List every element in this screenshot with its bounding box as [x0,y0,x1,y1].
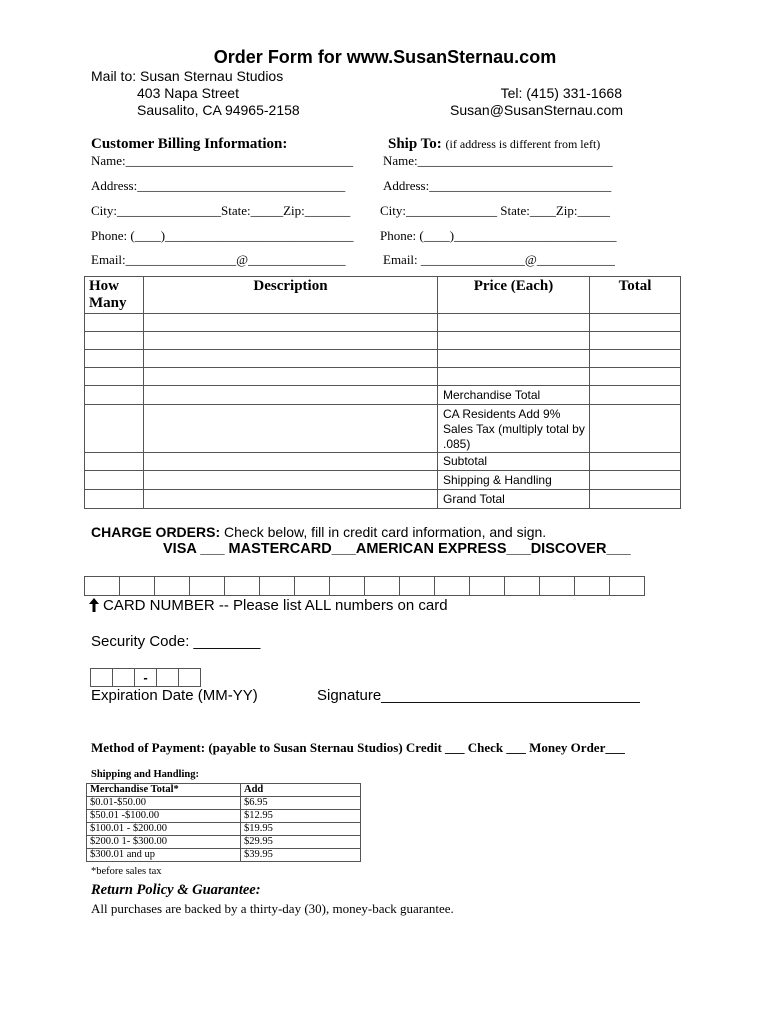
shipto-note: (if address is different from left) [445,137,601,151]
shipto-name-field[interactable]: Name:______________________________ [383,153,613,168]
card-digit-box[interactable] [85,577,120,596]
card-number-grid [84,576,645,596]
merchandise-total-label: Merchandise Total [438,386,590,405]
signature-field[interactable]: Signature_______________________________ [317,687,640,704]
table-row [85,350,681,368]
card-digit-box[interactable] [470,577,505,596]
table-row: $200.0 1- $300.00 $29.95 [87,836,361,849]
shipto-city-field[interactable]: City:______________ State:____Zip:_____ [380,203,611,218]
exp-separator: - [135,669,157,687]
subtotal-label: Subtotal [438,453,590,471]
mail-tel: Tel: (415) 331-1668 [500,85,622,101]
shipping-footnote: *before sales tax [91,866,162,877]
mail-to-label: Mail to: Susan Sternau Studios [91,68,284,84]
charge-orders-label: CHARGE ORDERS: [91,524,221,540]
security-code-field[interactable]: Security Code: ________ [91,633,261,650]
payment-method-line[interactable]: Method of Payment: (payable to Susan Sternau Studios) Credit ___ Check ___ Money Order___ [91,740,625,755]
card-digit-box[interactable] [155,577,190,596]
shipto-email-field[interactable]: Email: ________________@____________ [383,252,615,267]
shipto-phone-field[interactable]: Phone: (____)_________________________ [380,228,617,243]
summary-row [85,490,681,509]
card-digit-box[interactable] [400,577,435,596]
order-table [84,276,681,509]
summary-row [85,471,681,490]
return-policy-text: All purchases are backed by a thirty-day (30), money-back guarantee. [91,901,454,916]
return-policy-heading: Return Policy & Guarantee: [91,882,261,898]
billing-city-field[interactable]: City:________________State:_____Zip:_______ [91,203,351,218]
card-digit-box[interactable] [575,577,610,596]
shipping-col-merch: Merchandise Total* [87,784,241,797]
billing-email-field[interactable]: Email:_________________@_______________ [91,252,346,267]
expiration-grid [90,668,201,687]
card-digit-box[interactable] [260,577,295,596]
shipping-col-add: Add [241,784,361,797]
sales-tax-label: CA Residents Add 9% Sales Tax (multiply total by .085) [438,405,590,453]
card-digit-box[interactable] [610,577,645,596]
expiration-label: Expiration Date (MM-YY) [91,687,258,704]
page-title: Order Form for www.SusanSternau.com [213,47,557,67]
col-how-many: How Many [85,277,144,314]
table-row: $100.01 - $200.00 $19.95 [87,823,361,836]
card-digit-box[interactable] [295,577,330,596]
grand-total-label: Grand Total [438,490,590,509]
charge-orders-line [91,524,546,540]
mail-city: Sausalito, CA 94965-2158 [137,102,300,118]
card-digit-box[interactable] [225,577,260,596]
mail-street: 403 Napa Street [137,85,239,101]
billing-heading: Customer Billing Information: [91,136,288,152]
shipping-handling-label: Shipping & Handling [438,471,590,490]
shipping-heading: Shipping and Handling: [91,769,199,780]
card-digit-box[interactable] [505,577,540,596]
col-total: Total [590,277,681,314]
card-digit-box[interactable] [365,577,400,596]
card-digit-box[interactable] [540,577,575,596]
summary-row [85,453,681,471]
card-number-note: CARD NUMBER -- Please list ALL numbers on card [103,597,448,614]
table-row: $50.01 -$100.00 $12.95 [87,810,361,823]
billing-address-field[interactable]: Address:________________________________ [91,178,346,193]
billing-name-field[interactable]: Name:___________________________________ [91,153,354,168]
table-row: $300.01 and up $39.95 [87,849,361,862]
summary-row [85,405,681,453]
summary-row [85,386,681,405]
table-row [85,332,681,350]
billing-phone-field[interactable]: Phone: (____)_____________________________ [91,228,354,243]
card-type-options[interactable]: VISA ___ MASTERCARD___AMERICAN EXPRESS___DISCOVER___ [163,541,631,557]
mail-email: Susan@SusanSternau.com [450,102,623,118]
card-digit-box[interactable] [330,577,365,596]
up-arrow-icon [88,597,100,613]
table-row [85,314,681,332]
table-row: $0.01-$50.00 $6.95 [87,797,361,810]
exp-digit-box[interactable] [91,669,113,687]
charge-orders-text: Check below, fill in credit card information, and sign. [224,524,547,540]
col-description: Description [144,277,438,314]
shipto-address-field[interactable]: Address:____________________________ [383,178,612,193]
exp-digit-box[interactable] [179,669,201,687]
order-header-row [85,277,681,314]
card-digit-box[interactable] [190,577,225,596]
exp-digit-box[interactable] [113,669,135,687]
shipping-table [86,783,361,862]
col-price: Price (Each) [438,277,590,314]
card-digit-box[interactable] [120,577,155,596]
shipto-heading: Ship To: (if address is different from left) [388,136,601,152]
exp-digit-box[interactable] [157,669,179,687]
card-digit-box[interactable] [435,577,470,596]
table-row [85,368,681,386]
